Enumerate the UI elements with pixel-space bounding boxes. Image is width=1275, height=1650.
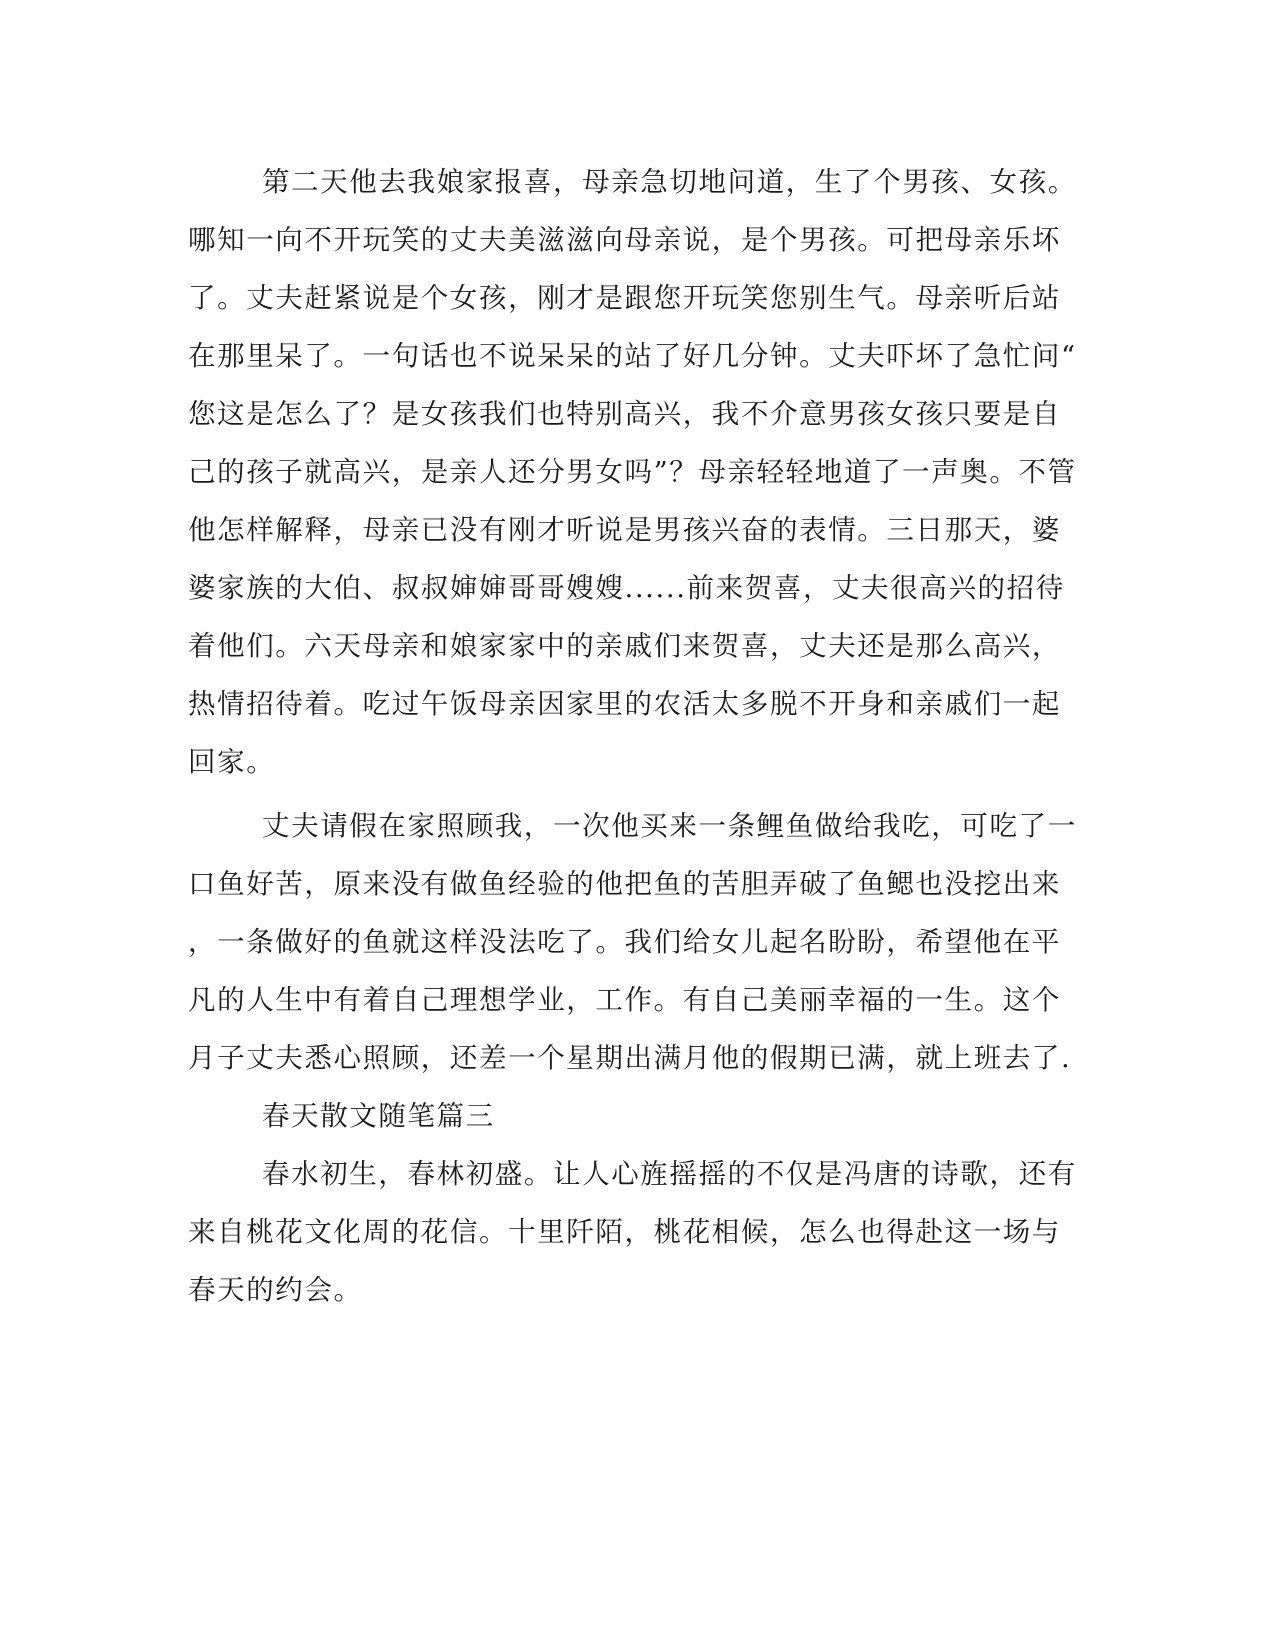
text-line: 了。丈夫赶紧说是个女孩，刚才是跟您开玩笑您别生气。母亲听后站 [188,282,1061,314]
text-line: 口鱼好苦，原来没有做鱼经验的他把鱼的苦胆弄破了鱼鳃也没挖出来 [188,868,1061,900]
text-line: 婆家族的大伯、叔叔婶婶哥哥嫂嫂......前来贺喜，丈夫很高兴的招待 [188,572,1065,604]
text-line: 您这是怎么了？是女孩我们也特别高兴，我不介意男孩女孩只要是自 [188,398,1061,430]
text-line: 热情招待着。吃过午饭母亲因家里的农活太多脱不开身和亲戚们一起 [188,688,1061,720]
section-heading: 春天散文随笔篇三 [262,1100,495,1132]
text-line: 己的孩子就高兴，是亲人还分男女吗”？母亲轻轻地道了一声奥。不管 [188,456,1077,488]
text-line: 第二天他去我娘家报喜，母亲急切地问道，生了个男孩、女孩。 [262,166,1077,198]
text-line: 他怎样解释，母亲已没有刚才听说是男孩兴奋的表情。三日那天，婆 [188,514,1061,546]
text-line: 凡的人生中有着自己理想学业，工作。有自己美丽幸福的一生。这个 [188,984,1061,1016]
text-line: 丈夫请假在家照顾我，一次他买来一条鲤鱼做给我吃，可吃了一 [262,810,1077,842]
text-line: 月子丈夫悉心照顾，还差一个星期出满月他的假期已满，就上班去了. [188,1042,1072,1074]
text-line: 哪知一向不开玩笑的丈夫美滋滋向母亲说，是个男孩。可把母亲乐坏 [188,224,1061,256]
text-line: ，一条做好的鱼就这样没法吃了。我们给女儿起名盼盼，希望他在平 [188,926,1061,958]
text-line: 春天的约会。 [188,1274,363,1306]
text-line: 来自桃花文化周的花信。十里阡陌，桃花相候，怎么也得赴这一场与 [188,1216,1061,1248]
text-line: 回家。 [188,746,276,778]
text-line: 在那里呆了。一句话也不说呆呆的站了好几分钟。丈夫吓坏了急忙问“ [188,340,1077,372]
text-line: 着他们。六天母亲和娘家家中的亲戚们来贺喜，丈夫还是那么高兴， [188,630,1061,662]
text-line: 春水初生，春林初盛。让人心旌摇摇的不仅是冯唐的诗歌，还有 [262,1158,1077,1190]
